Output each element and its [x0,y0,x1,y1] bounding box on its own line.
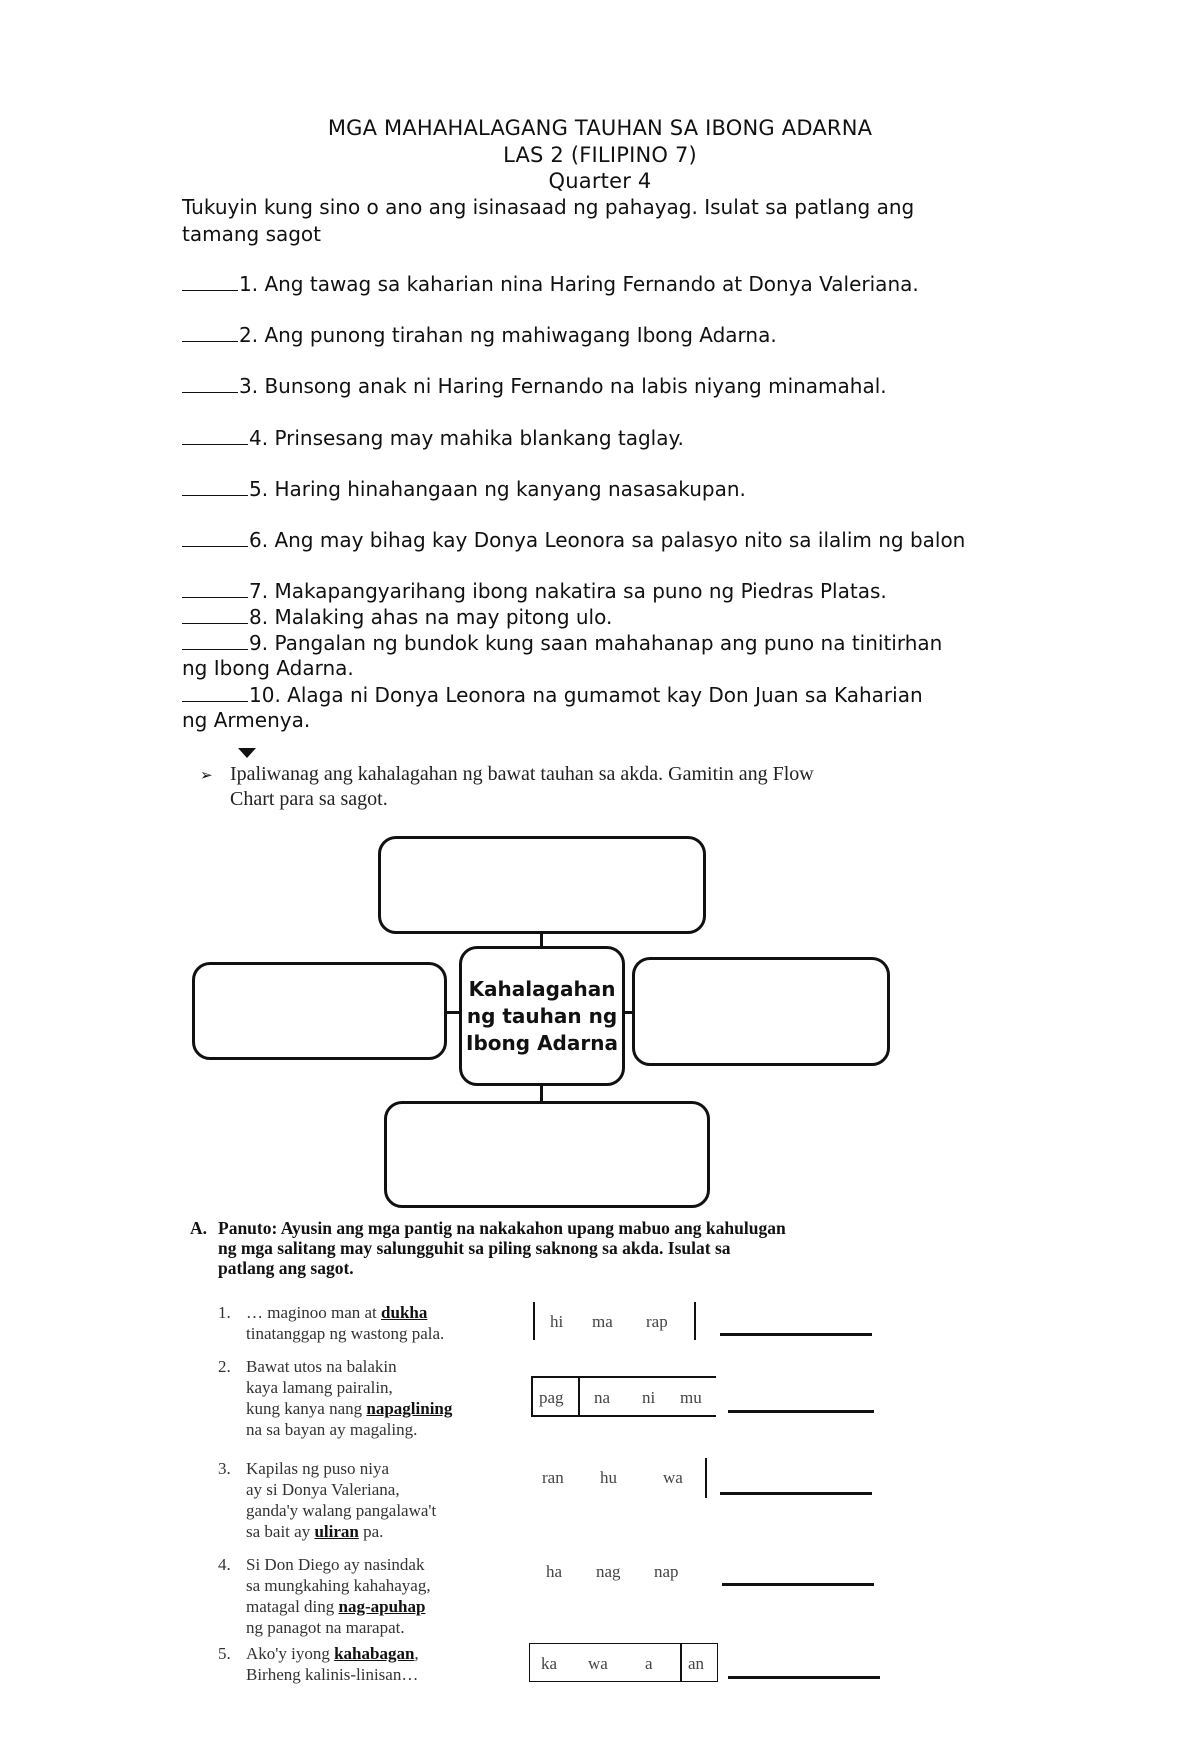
question-3: 3. Bunsong anak ni Haring Fernando na labis niyang minamahal. [182,372,1082,399]
answer-blank[interactable] [182,681,248,702]
underlined-word: napaglining [366,1399,453,1418]
syllable: na [594,1388,611,1407]
underlined-word: kahabagan [334,1644,415,1663]
syllable-box-border [680,1643,682,1682]
flowchart-box-top[interactable] [378,836,706,934]
syllable: mu [680,1388,702,1407]
question-9: 9. Pangalan ng bundok kung saan mahahanap ang puno na tinitirhan [182,629,1082,656]
syllable: ka [541,1654,558,1673]
item-1: 1. … maginoo man at dukha tinatanggap ng wastong pala. [218,1303,445,1343]
underlined-word: uliran [314,1522,359,1541]
instructions [182,194,1062,248]
instructions-line2: tamang sagot [182,222,322,246]
answer-line[interactable] [722,1583,874,1586]
syllable: rap [646,1312,668,1331]
item-5: 5. Ako'y iyong kahabagan, Birheng kalinis-linisan… [218,1644,419,1684]
answer-blank[interactable] [182,475,248,496]
section-a-label: A. [190,1218,208,1238]
item-3: 3. Kapilas ng puso niya ay si Donya Valeriana, ganda'y walang pangalawa't sa bait ay uliran pa. [218,1459,437,1541]
flowchart-box-right[interactable] [632,957,890,1066]
answer-blank[interactable] [182,603,248,624]
syllable-box-border [578,1376,580,1416]
syllable-box-border [533,1302,535,1340]
answer-blank[interactable] [182,629,248,650]
syllable: ma [592,1312,613,1331]
syllable: wa [588,1654,608,1673]
arrow-bullet-icon: ➢ [200,766,213,784]
caret-down-icon [238,748,256,758]
answer-blank[interactable] [182,424,248,445]
syllable: wa [663,1468,683,1487]
syllable: ha [546,1562,563,1581]
answer-line[interactable] [728,1676,880,1679]
syllable: ran [542,1468,564,1487]
question-4: 4. Prinsesang may mahika blankang taglay. [182,424,1082,451]
flowchart-instructions: Ipaliwanag ang kahalagahan ng bawat tauhan sa akda. Gamitin ang Flow Chart para sa sagot. [230,763,814,810]
answer-line[interactable] [728,1410,874,1413]
flowchart-box-bottom[interactable] [384,1101,710,1208]
item-4: 4. Si Don Diego ay nasindak sa mungkahing kahahayag, matagal ding nag-apuhap ng panagot na marapat. [218,1555,431,1637]
syllable: pag [539,1388,564,1407]
document-subtitle: LAS 2 (FILIPINO 7) [503,143,697,167]
underlined-word: nag-apuhap [338,1597,426,1616]
syllable: an [688,1654,705,1673]
question-7: 7. Makapangyarihang ibong nakatira sa puno ng Piedras Platas. [182,577,1082,604]
document-title: MGA MAHAHALAGANG TAUHAN SA IBONG ADARNA [327,116,873,140]
answer-blank[interactable] [182,321,238,342]
syllable-box-border [531,1415,716,1417]
flowchart-center-box: Kahalagahan ng tauhan ng Ibong Adarna [459,946,625,1086]
flowchart-box-left[interactable] [192,962,447,1060]
answer-line[interactable] [720,1492,872,1495]
question-2: 2. Ang punong tirahan ng mahiwagang Ibong Adarna. [182,321,1082,348]
question-6: 6. Ang may bihag kay Donya Leonora sa palasyo nito sa ilalim ng balon [182,526,1082,553]
quarter-label: Quarter 4 [548,169,652,193]
answer-blank[interactable] [182,526,248,547]
answer-blank[interactable] [182,372,238,393]
question-1: 1. Ang tawag sa kaharian nina Haring Fernando at Donya Valeriana. [182,270,1082,297]
syllable: ni [642,1388,656,1407]
syllable-box-border [705,1458,707,1498]
answer-blank[interactable] [182,577,248,598]
question-5: 5. Haring hinahangaan ng kanyang nasasakupan. [182,475,1082,502]
question-8: 8. Malaking ahas na may pitong ulo. [182,603,1082,630]
syllable: a [645,1654,653,1673]
syllable: hi [550,1312,564,1331]
question-9-continued: ng Ibong Adarna. [182,656,354,680]
syllable: hu [600,1468,617,1487]
question-10-continued: ng Armenya. [182,708,311,732]
item-2: 2. Bawat utos na balakin kaya lamang pairalin, kung kanya nang napaglining na sa bayan ay magaling. [218,1357,453,1439]
underlined-word: dukha [381,1303,428,1322]
answer-blank[interactable] [182,270,238,291]
syllable: nag [596,1562,621,1581]
syllable: nap [654,1562,679,1581]
section-a-instructions: A. Panuto: Ayusin ang mga pantig na nakakahon upang mabuo ang kahulugan ng mga salitang may salungguhit sa piling saknong sa akda. Isulat sa patlang ang sagot. [190,1218,786,1278]
answer-line[interactable] [720,1333,872,1336]
instructions-line1: Tukuyin kung sino o ano ang isinasaad ng pahayag. Isulat sa patlang ang [182,195,915,219]
question-10: 10. Alaga ni Donya Leonora na gumamot kay Don Juan sa Kaharian [182,681,1082,708]
syllable-box-border [694,1302,696,1340]
syllable-box-border [531,1376,533,1416]
syllable-box-border [531,1376,716,1378]
